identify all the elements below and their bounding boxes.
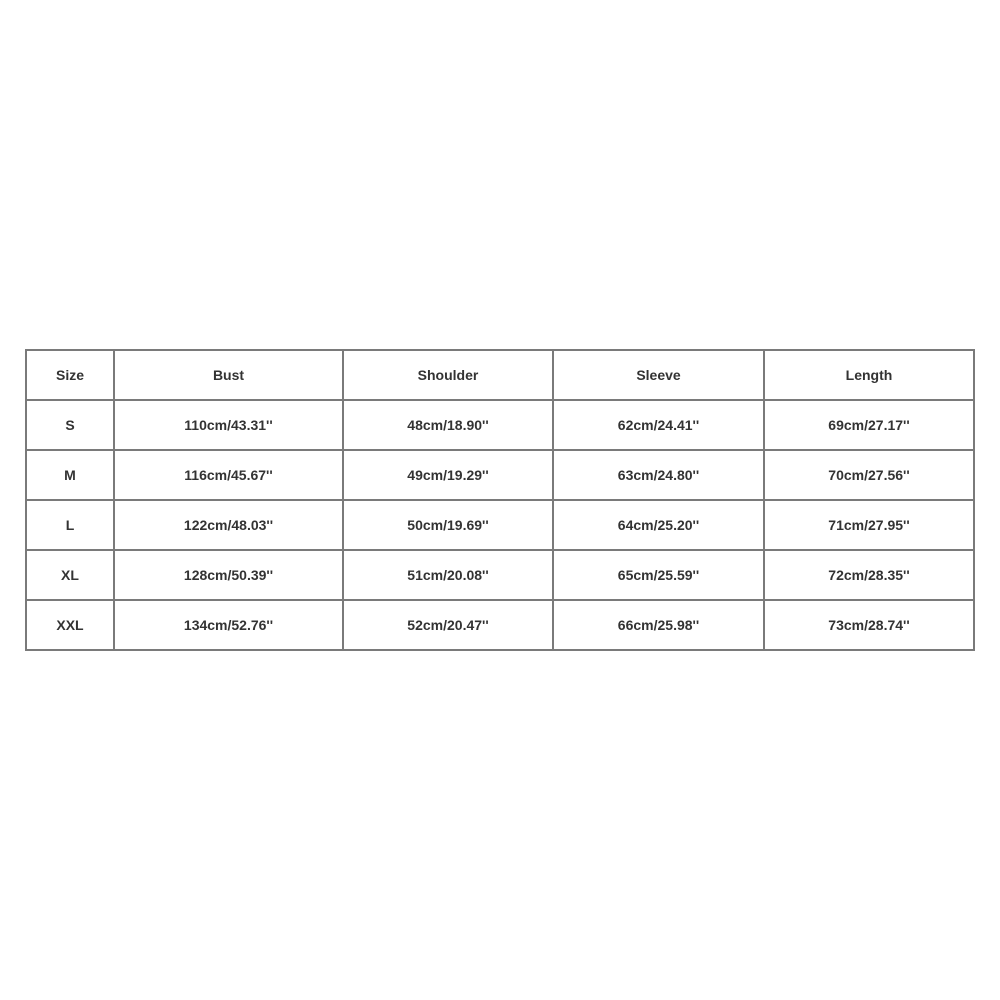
cell-sleeve: 65cm/25.59'' <box>553 550 764 600</box>
cell-length: 70cm/27.56'' <box>764 450 974 500</box>
cell-sleeve: 66cm/25.98'' <box>553 600 764 650</box>
cell-length: 71cm/27.95'' <box>764 500 974 550</box>
header-bust: Bust <box>114 350 343 400</box>
cell-bust: 122cm/48.03'' <box>114 500 343 550</box>
cell-bust: 134cm/52.76'' <box>114 600 343 650</box>
cell-length: 73cm/28.74'' <box>764 600 974 650</box>
cell-size: M <box>26 450 114 500</box>
cell-size: S <box>26 400 114 450</box>
cell-shoulder: 50cm/19.69'' <box>343 500 553 550</box>
cell-shoulder: 48cm/18.90'' <box>343 400 553 450</box>
table-row <box>26 400 974 450</box>
cell-bust: 110cm/43.31'' <box>114 400 343 450</box>
cell-length: 69cm/27.17'' <box>764 400 974 450</box>
header-shoulder: Shoulder <box>343 350 553 400</box>
cell-size: L <box>26 500 114 550</box>
cell-bust: 128cm/50.39'' <box>114 550 343 600</box>
cell-bust: 116cm/45.67'' <box>114 450 343 500</box>
table-row <box>26 500 974 550</box>
cell-shoulder: 49cm/19.29'' <box>343 450 553 500</box>
table-row <box>26 600 974 650</box>
cell-size: XL <box>26 550 114 600</box>
size-chart-table <box>25 349 975 651</box>
table-row <box>26 550 974 600</box>
header-size: Size <box>26 350 114 400</box>
cell-sleeve: 63cm/24.80'' <box>553 450 764 500</box>
header-sleeve: Sleeve <box>553 350 764 400</box>
table-row <box>26 450 974 500</box>
cell-sleeve: 62cm/24.41'' <box>553 400 764 450</box>
header-length: Length <box>764 350 974 400</box>
table-header-row <box>26 350 974 400</box>
cell-shoulder: 51cm/20.08'' <box>343 550 553 600</box>
cell-size: XXL <box>26 600 114 650</box>
cell-shoulder: 52cm/20.47'' <box>343 600 553 650</box>
cell-length: 72cm/28.35'' <box>764 550 974 600</box>
cell-sleeve: 64cm/25.20'' <box>553 500 764 550</box>
